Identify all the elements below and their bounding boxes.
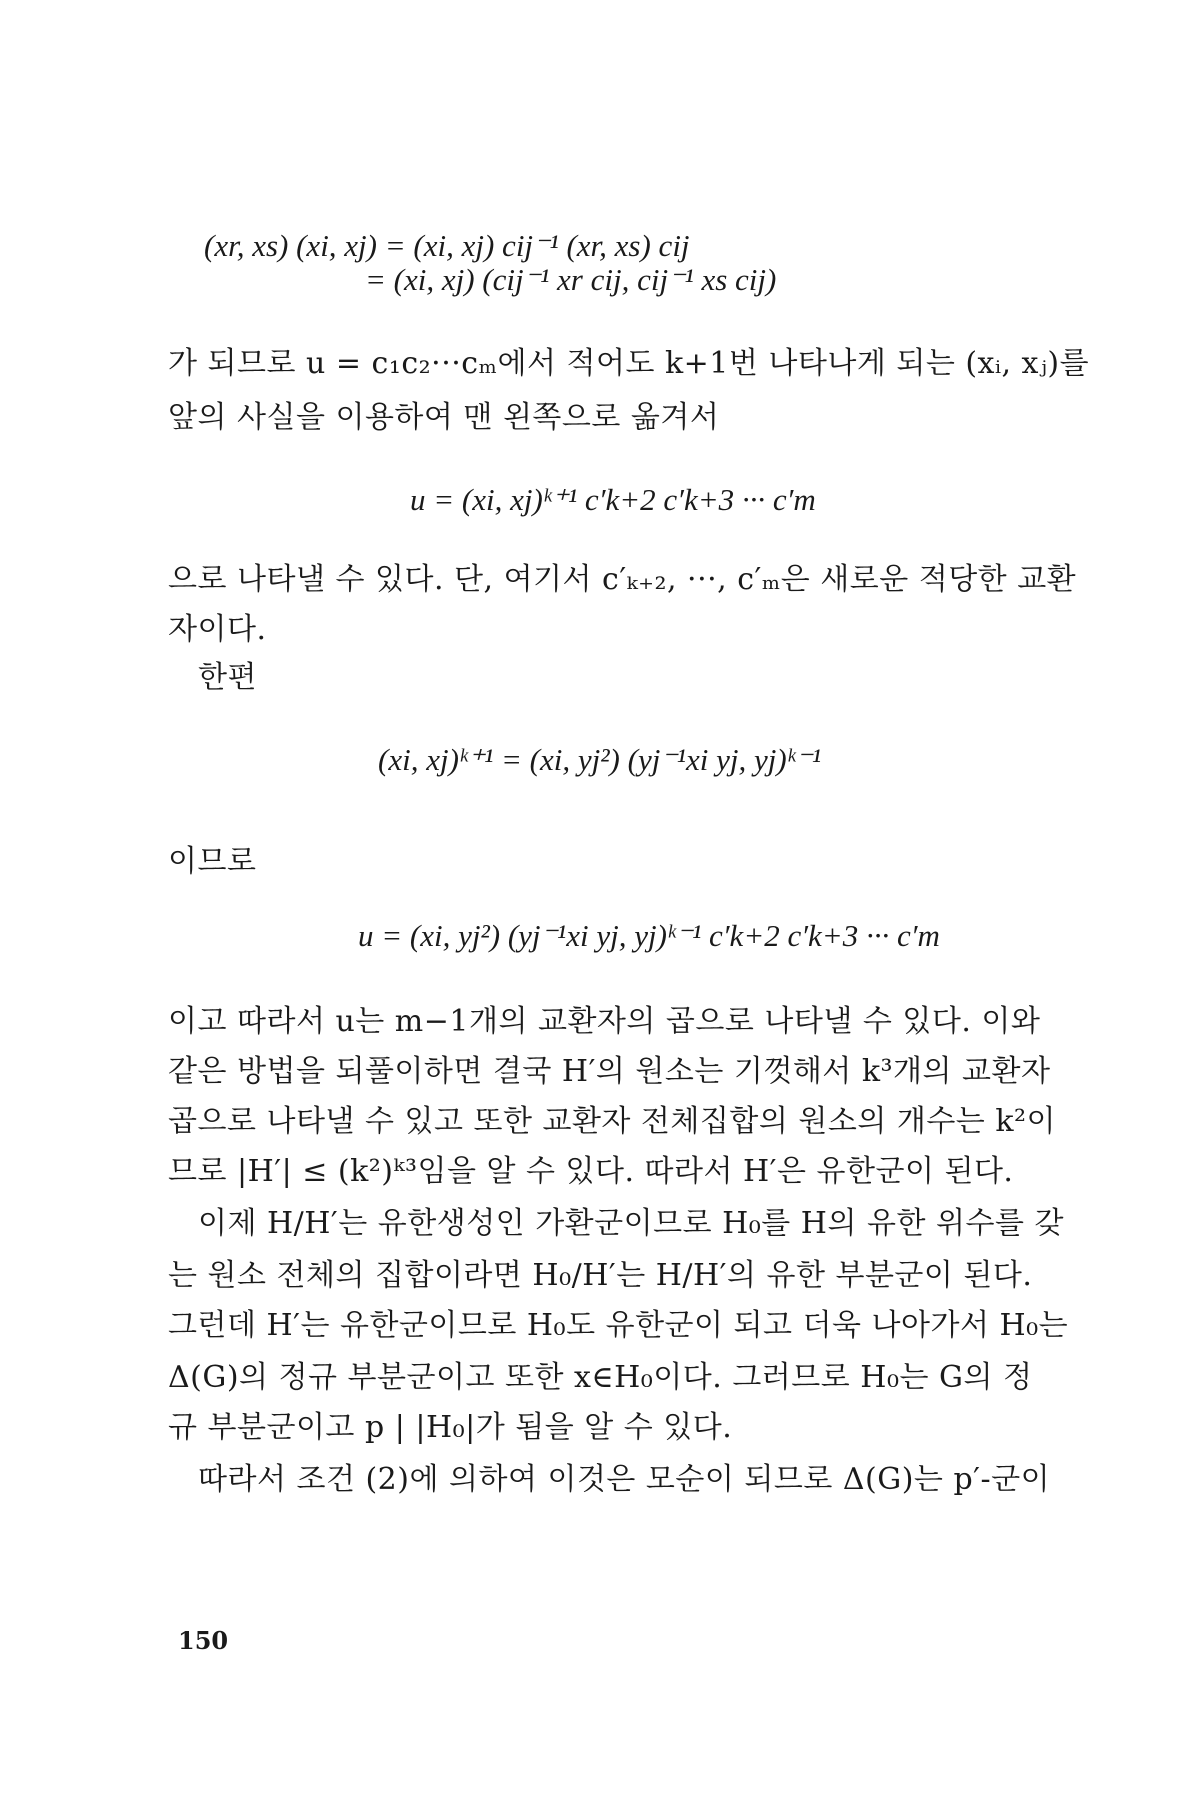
paragraph-5-line-4: 므로 |H′| ≤ (k²)ᵏ³임을 알 수 있다. 따라서 H′은 유한군이 된다. (168, 1154, 1014, 1189)
page-number: 150 (178, 1626, 229, 1655)
paragraph-2-line-1: 으로 나타낼 수 있다. 단, 여기서 c′ₖ₊₂, ···, c′ₘ은 새로운 적당한 교환 (168, 562, 1077, 597)
equation-1-line-1: (xr, xs) (xi, xj) = (xi, xj) cij⁻¹ (xr, xs) cij (204, 228, 690, 263)
paragraph-4: 이므로 (168, 844, 257, 879)
equation-4: u = (xi, yj²) (yj⁻¹xi yj, yj)ᵏ⁻¹ c′k+2 c′k+3 ··· c′m (358, 918, 940, 953)
paragraph-5-line-1: 이고 따라서 u는 m−1개의 교환자의 곱으로 나타낼 수 있다. 이와 (168, 1004, 1041, 1039)
equation-2: u = (xi, xj)ᵏ⁺¹ c′k+2 c′k+3 ··· c′m (410, 482, 816, 517)
paragraph-7-line-1: 따라서 조건 (2)에 의하여 이것은 모순이 되므로 Δ(G)는 p′-군이 (198, 1462, 1051, 1497)
paragraph-6-line-4: Δ(G)의 정규 부분군이고 또한 x∈H₀이다. 그러므로 H₀는 G의 정 (168, 1360, 1033, 1395)
paragraph-1-line-2: 앞의 사실을 이용하여 맨 왼쪽으로 옮겨서 (168, 400, 720, 435)
paragraph-6-line-5: 규 부분군이고 p | |H₀|가 됨을 알 수 있다. (168, 1410, 733, 1445)
paragraph-1-line-1: 가 되므로 u = c₁c₂···cₘ에서 적어도 k+1번 나타나게 되는 (xᵢ, xⱼ)를 (168, 346, 1090, 381)
paragraph-3: 한편 (198, 660, 257, 695)
paragraph-6-line-2: 는 원소 전체의 집합이라면 H₀/H′는 H/H′의 유한 부분군이 된다. (168, 1258, 1033, 1293)
paragraph-5-line-2: 같은 방법을 되풀이하면 결국 H′의 원소는 기껏해서 k³개의 교환자 (168, 1054, 1051, 1089)
equation-1-line-2: = (xi, xj) (cij⁻¹ xr cij, cij⁻¹ xs cij) (365, 262, 777, 297)
paragraph-6-line-1: 이제 H/H′는 유한생성인 가환군이므로 H₀를 H의 유한 위수를 갖 (198, 1206, 1064, 1241)
paragraph-6-line-3: 그런데 H′는 유한군이므로 H₀도 유한군이 되고 더욱 나아가서 H₀는 (168, 1308, 1069, 1343)
paragraph-2-line-2: 자이다. (168, 612, 267, 647)
paragraph-5-line-3: 곱으로 나타낼 수 있고 또한 교환자 전체집합의 원소의 개수는 k²이 (168, 1104, 1057, 1139)
equation-3: (xi, xj)ᵏ⁺¹ = (xi, yj²) (yj⁻¹xi yj, yj)ᵏ⁻¹ (378, 742, 822, 777)
